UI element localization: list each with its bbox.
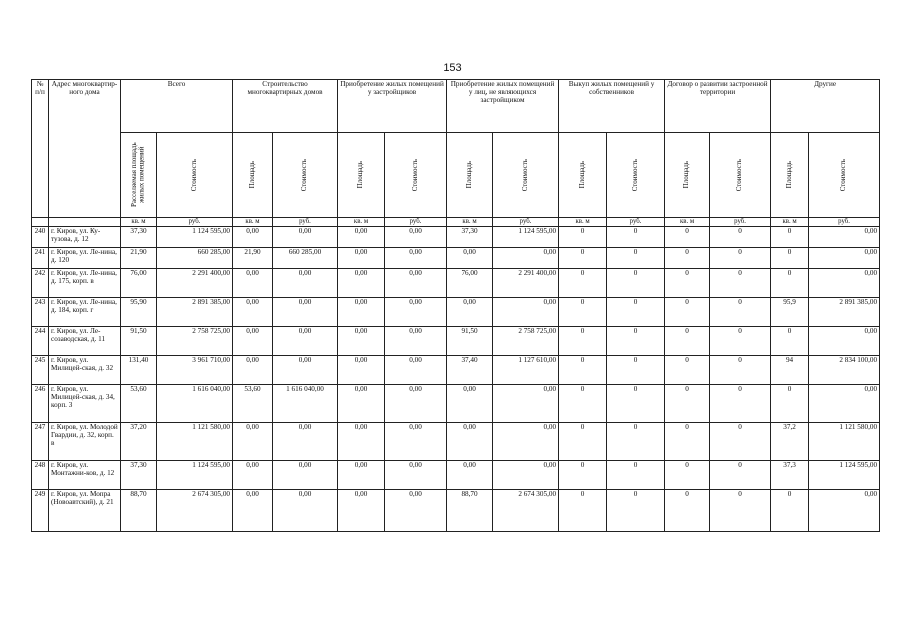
header-development-contract: Договор о развитии застроенной территории: [665, 80, 771, 133]
table-row: [32, 298, 880, 327]
cell-construction-cost: 0,00: [273, 423, 338, 461]
cell-purchase-nondev-cost: 2 674 305,00: [493, 490, 559, 532]
cell-buyout-area: 0: [559, 269, 607, 298]
cell-purchase-dev-area: 0,00: [338, 248, 385, 269]
cell-address: г. Киров, ул. Монтажни-ков, д. 12: [49, 461, 121, 490]
cell-total-cost: 2 758 725,00: [157, 327, 233, 356]
cell-total-area: 88,70: [121, 490, 157, 532]
unit-sqm: кв. м: [665, 218, 710, 227]
cell-contract-area: 0: [665, 385, 710, 423]
subheader-construction-area: Площадь: [233, 133, 273, 218]
cell-total-area: 76,00: [121, 269, 157, 298]
cell-contract-cost: 0: [710, 327, 771, 356]
cell-no: 247: [32, 423, 49, 461]
cell-total-area: 91,50: [121, 327, 157, 356]
cell-contract-area: 0: [665, 356, 710, 385]
cell-total-area: 131,40: [121, 356, 157, 385]
cell-no: 242: [32, 269, 49, 298]
cell-other-cost: 0,00: [809, 327, 880, 356]
cell-contract-area: 0: [665, 327, 710, 356]
table-row: [32, 385, 880, 423]
cell-construction-area: 0,00: [233, 423, 273, 461]
cell-purchase-dev-area: 0,00: [338, 490, 385, 532]
cell-construction-cost: 0,00: [273, 269, 338, 298]
cell-other-area: 37,3: [771, 461, 809, 490]
cell-buyout-area: 0: [559, 461, 607, 490]
cell-purchase-dev-area: 0,00: [338, 385, 385, 423]
subheader-purchase-nondev-cost: Стоимость: [493, 133, 559, 218]
cell-buyout-area: 0: [559, 490, 607, 532]
subheader-purchase-dev-cost: Стоимость: [385, 133, 447, 218]
cell-purchase-dev-cost: 0,00: [385, 327, 447, 356]
header-total: Всего: [121, 80, 233, 133]
header-construction: Строительство многоквартирных домов: [233, 80, 338, 133]
subheader-construction-cost: Стоимость: [273, 133, 338, 218]
cell-purchase-dev-cost: 0,00: [385, 248, 447, 269]
table-body: [32, 227, 880, 532]
resettlement-table: [31, 79, 880, 532]
cell-buyout-cost: 0: [607, 298, 665, 327]
cell-purchase-nondev-cost: 0,00: [493, 385, 559, 423]
cell-buyout-cost: 0: [607, 423, 665, 461]
cell-purchase-nondev-area: 76,00: [447, 269, 493, 298]
cell-purchase-dev-cost: 0,00: [385, 385, 447, 423]
cell-other-area: 0: [771, 490, 809, 532]
cell-construction-cost: 0,00: [273, 327, 338, 356]
cell-total-area: 21,90: [121, 248, 157, 269]
cell-buyout-area: 0: [559, 327, 607, 356]
cell-other-cost: 0,00: [809, 385, 880, 423]
header-purchase-non-developers: Приобретение жилых помещений у лиц, не являющихся застройщиком: [447, 80, 559, 133]
cell-purchase-nondev-area: 88,70: [447, 490, 493, 532]
cell-total-cost: 2 291 400,00: [157, 269, 233, 298]
cell-construction-cost: 0,00: [273, 298, 338, 327]
unit-sqm: кв. м: [447, 218, 493, 227]
unit-sqm: кв. м: [771, 218, 809, 227]
cell-address: г. Киров, ул. Ле-нина, д. 120: [49, 248, 121, 269]
header-no: № п/п: [32, 80, 49, 218]
cell-contract-cost: 0: [710, 227, 771, 248]
cell-address: г. Киров, ул. Ку-тузова, д. 12: [49, 227, 121, 248]
subheader-row: [32, 133, 880, 218]
cell-buyout-cost: 0: [607, 327, 665, 356]
cell-buyout-area: 0: [559, 356, 607, 385]
cell-address: г. Киров, ул. Милицей-ская, д. 34, корп. 3: [49, 385, 121, 423]
cell-other-cost: 0,00: [809, 269, 880, 298]
cell-purchase-nondev-area: 0,00: [447, 385, 493, 423]
cell-buyout-cost: 0: [607, 269, 665, 298]
cell-purchase-dev-area: 0,00: [338, 461, 385, 490]
units-row: [32, 218, 880, 227]
table-row: [32, 490, 880, 532]
subheader-other-cost: Стоимость: [809, 133, 880, 218]
unit-rub: руб.: [157, 218, 233, 227]
cell-construction-area: 0,00: [233, 490, 273, 532]
cell-total-area: 37,20: [121, 423, 157, 461]
unit-sqm: кв. м: [338, 218, 385, 227]
cell-total-cost: 3 961 710,00: [157, 356, 233, 385]
cell-no: 248: [32, 461, 49, 490]
cell-purchase-nondev-area: 37,30: [447, 227, 493, 248]
cell-contract-cost: 0: [710, 423, 771, 461]
cell-construction-area: 0,00: [233, 461, 273, 490]
cell-total-area: 37,30: [121, 227, 157, 248]
cell-purchase-dev-area: 0,00: [338, 356, 385, 385]
cell-construction-cost: 0,00: [273, 461, 338, 490]
unit-rub: руб.: [273, 218, 338, 227]
cell-total-cost: 660 285,00: [157, 248, 233, 269]
cell-other-cost: 1 124 595,00: [809, 461, 880, 490]
unit-rub: руб.: [809, 218, 880, 227]
cell-buyout-cost: 0: [607, 490, 665, 532]
cell-no: 246: [32, 385, 49, 423]
cell-address: г. Киров, ул. Ле-созаводская, д. 11: [49, 327, 121, 356]
cell-total-area: 53,60: [121, 385, 157, 423]
cell-total-cost: 1 121 580,00: [157, 423, 233, 461]
subheader-purchase-dev-area: Площадь: [338, 133, 385, 218]
cell-buyout-area: 0: [559, 298, 607, 327]
cell-contract-area: 0: [665, 298, 710, 327]
cell-purchase-nondev-area: 0,00: [447, 298, 493, 327]
table-row: [32, 356, 880, 385]
cell-other-cost: 2 834 100,00: [809, 356, 880, 385]
cell-purchase-dev-area: 0,00: [338, 269, 385, 298]
cell-address: г. Киров, ул. Ле-нина, д. 184, корп. г: [49, 298, 121, 327]
cell-purchase-nondev-area: 0,00: [447, 248, 493, 269]
subheader-buyout-cost: Стоимость: [607, 133, 665, 218]
subheader-resettled-area: Расселяемая площадь жилых помещений: [121, 133, 157, 218]
cell-total-cost: 2 891 385,00: [157, 298, 233, 327]
cell-purchase-nondev-cost: 1 124 595,00: [493, 227, 559, 248]
cell-contract-area: 0: [665, 461, 710, 490]
cell-construction-area: 0,00: [233, 298, 273, 327]
cell-contract-cost: 0: [710, 248, 771, 269]
cell-purchase-dev-area: 0,00: [338, 423, 385, 461]
cell-buyout-cost: 0: [607, 385, 665, 423]
cell-contract-cost: 0: [710, 298, 771, 327]
unit-sqm: кв. м: [121, 218, 157, 227]
cell-purchase-dev-cost: 0,00: [385, 356, 447, 385]
table-row: [32, 327, 880, 356]
cell-address: г. Киров, ул. Молодой Гвардии, д. 32, корп. в: [49, 423, 121, 461]
cell-other-area: 37,2: [771, 423, 809, 461]
cell-total-cost: 2 674 305,00: [157, 490, 233, 532]
cell-buyout-area: 0: [559, 385, 607, 423]
cell-no: 244: [32, 327, 49, 356]
cell-construction-area: 0,00: [233, 269, 273, 298]
unit-sqm: кв. м: [559, 218, 607, 227]
cell-contract-cost: 0: [710, 356, 771, 385]
table-row: [32, 248, 880, 269]
cell-purchase-dev-cost: 0,00: [385, 490, 447, 532]
cell-other-area: 0: [771, 227, 809, 248]
cell-other-cost: 2 891 385,00: [809, 298, 880, 327]
cell-other-area: 0: [771, 269, 809, 298]
cell-other-area: 0: [771, 327, 809, 356]
cell-construction-cost: 0,00: [273, 356, 338, 385]
cell-purchase-dev-area: 0,00: [338, 298, 385, 327]
table-row: [32, 423, 880, 461]
cell-total-cost: 1 616 040,00: [157, 385, 233, 423]
cell-other-cost: 0,00: [809, 227, 880, 248]
cell-purchase-nondev-cost: 0,00: [493, 298, 559, 327]
cell-purchase-dev-cost: 0,00: [385, 423, 447, 461]
unit-rub: руб.: [607, 218, 665, 227]
cell-buyout-cost: 0: [607, 227, 665, 248]
cell-total-area: 37,30: [121, 461, 157, 490]
header-buyout: Выкуп жилых помещений у собственников: [559, 80, 665, 133]
cell-purchase-nondev-cost: 2 758 725,00: [493, 327, 559, 356]
cell-no: 241: [32, 248, 49, 269]
table-row: [32, 269, 880, 298]
cell-buyout-area: 0: [559, 227, 607, 248]
cell-purchase-nondev-cost: 0,00: [493, 423, 559, 461]
cell-contract-cost: 0: [710, 385, 771, 423]
cell-construction-cost: 0,00: [273, 490, 338, 532]
header-address: Адрес многоквартир-ного дома: [49, 80, 121, 218]
cell-purchase-nondev-area: 37,40: [447, 356, 493, 385]
cell-construction-area: 0,00: [233, 227, 273, 248]
header-purchase-developers: Приобретение жилых помещений у застройщиков: [338, 80, 447, 133]
cell-no: 249: [32, 490, 49, 532]
cell-other-area: 94: [771, 356, 809, 385]
cell-purchase-nondev-area: 0,00: [447, 423, 493, 461]
cell-other-cost: 0,00: [809, 248, 880, 269]
cell-other-cost: 0,00: [809, 490, 880, 532]
cell-address: г. Киров, ул. Милицей-ская, д. 32: [49, 356, 121, 385]
cell-construction-cost: 1 616 040,00: [273, 385, 338, 423]
cell-buyout-cost: 0: [607, 356, 665, 385]
unit-sqm: кв. м: [233, 218, 273, 227]
cell-other-cost: 1 121 580,00: [809, 423, 880, 461]
unit-cell: [32, 218, 49, 227]
cell-purchase-nondev-cost: 0,00: [493, 248, 559, 269]
cell-contract-area: 0: [665, 248, 710, 269]
cell-contract-cost: 0: [710, 461, 771, 490]
cell-total-cost: 1 124 595,00: [157, 227, 233, 248]
cell-address: г. Киров, ул. Мопра (Новоавтский), д. 21: [49, 490, 121, 532]
cell-purchase-dev-cost: 0,00: [385, 227, 447, 248]
cell-no: 243: [32, 298, 49, 327]
table-row: [32, 461, 880, 490]
unit-rub: руб.: [493, 218, 559, 227]
cell-contract-area: 0: [665, 227, 710, 248]
cell-purchase-nondev-cost: 1 127 610,00: [493, 356, 559, 385]
cell-contract-cost: 0: [710, 490, 771, 532]
subheader-contract-cost: Стоимость: [710, 133, 771, 218]
table-row: [32, 227, 880, 248]
cell-construction-area: 0,00: [233, 356, 273, 385]
cell-no: 240: [32, 227, 49, 248]
cell-total-area: 95,90: [121, 298, 157, 327]
page-number: 153: [443, 62, 462, 74]
cell-buyout-cost: 0: [607, 248, 665, 269]
cell-address: г. Киров, ул. Ле-нина, д. 175, корп. в: [49, 269, 121, 298]
unit-rub: руб.: [710, 218, 771, 227]
subheader-purchase-nondev-area: Площадь: [447, 133, 493, 218]
cell-purchase-nondev-cost: 0,00: [493, 461, 559, 490]
subheader-contract-area: Площадь: [665, 133, 710, 218]
cell-purchase-nondev-cost: 2 291 400,00: [493, 269, 559, 298]
cell-construction-area: 53,60: [233, 385, 273, 423]
cell-purchase-nondev-area: 0,00: [447, 461, 493, 490]
subheader-buyout-area: Площадь: [559, 133, 607, 218]
cell-contract-area: 0: [665, 423, 710, 461]
cell-construction-area: 21,90: [233, 248, 273, 269]
cell-other-area: 0: [771, 248, 809, 269]
cell-other-area: 95,9: [771, 298, 809, 327]
cell-total-cost: 1 124 595,00: [157, 461, 233, 490]
cell-contract-cost: 0: [710, 269, 771, 298]
cell-purchase-dev-cost: 0,00: [385, 269, 447, 298]
cell-contract-area: 0: [665, 269, 710, 298]
cell-purchase-dev-cost: 0,00: [385, 461, 447, 490]
subheader-total-cost: Стоимость: [157, 133, 233, 218]
header-row: [32, 80, 880, 133]
unit-rub: руб.: [385, 218, 447, 227]
cell-other-area: 0: [771, 385, 809, 423]
subheader-other-area: Площадь: [771, 133, 809, 218]
cell-no: 245: [32, 356, 49, 385]
cell-purchase-dev-area: 0,00: [338, 227, 385, 248]
cell-purchase-dev-area: 0,00: [338, 327, 385, 356]
cell-construction-cost: 660 285,00: [273, 248, 338, 269]
cell-buyout-area: 0: [559, 423, 607, 461]
header-other: Другие: [771, 80, 880, 133]
cell-buyout-cost: 0: [607, 461, 665, 490]
cell-purchase-nondev-area: 91,50: [447, 327, 493, 356]
cell-purchase-dev-cost: 0,00: [385, 298, 447, 327]
cell-contract-area: 0: [665, 490, 710, 532]
unit-cell: [49, 218, 121, 227]
cell-buyout-area: 0: [559, 248, 607, 269]
cell-construction-cost: 0,00: [273, 227, 338, 248]
cell-construction-area: 0,00: [233, 327, 273, 356]
